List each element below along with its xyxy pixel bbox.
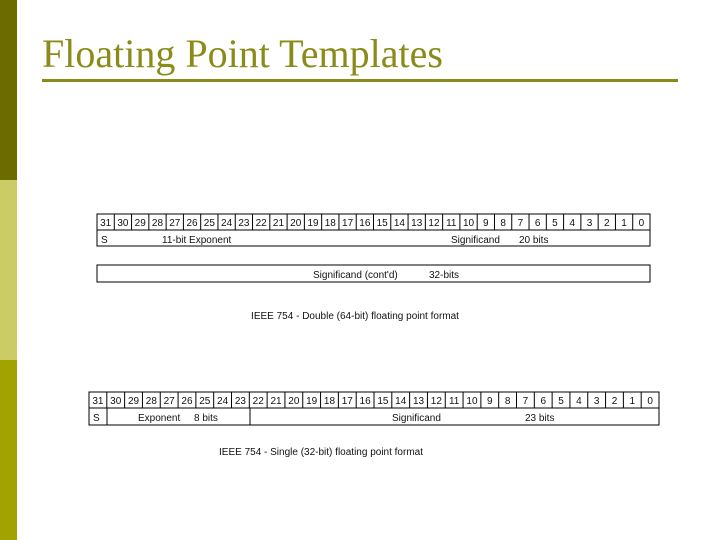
single-sign-label: S	[93, 413, 100, 424]
single-exponent-label: Exponent	[138, 413, 181, 424]
single-bit-number: 24	[217, 396, 229, 407]
double-bit-number: 19	[307, 218, 319, 229]
single-bit-number: 10	[466, 396, 478, 407]
single-bit-number: 3	[593, 396, 600, 407]
single-bit-number: 9	[487, 396, 493, 407]
double-bit-number: 30	[117, 218, 129, 229]
single-bit-number: 7	[522, 396, 529, 407]
single-bit-number: 23	[234, 396, 246, 407]
double-bit-number: 7	[517, 218, 524, 229]
double-bit-number: 8	[500, 218, 506, 229]
double-bit-number: 1	[621, 218, 627, 229]
double-bit-number: 25	[203, 218, 215, 229]
single-bit-number: 16	[359, 396, 371, 407]
double-bit-number: 29	[134, 218, 146, 229]
single-significand-bits-label: 23 bits	[525, 413, 555, 424]
single-exponent-bits-label: 8 bits	[194, 413, 218, 424]
double-bit-number: 27	[169, 218, 181, 229]
double-format-row2	[97, 265, 650, 282]
double-bit-number: 15	[376, 218, 388, 229]
double-bit-number: 11	[446, 218, 457, 229]
double-bit-number: 17	[342, 218, 354, 229]
single-format-caption: IEEE 754 - Single (32-bit) floating point format	[219, 447, 423, 458]
single-bit-number: 21	[270, 396, 282, 407]
single-bit-number: 31	[92, 396, 104, 407]
single-bit-number: 13	[412, 396, 425, 407]
single-bit-number: 26	[181, 396, 193, 407]
single-bit-number: 5	[558, 396, 564, 407]
slide-title: Floating Point Templates	[42, 31, 443, 76]
double-bit-number: 2	[604, 218, 610, 229]
double-bit-number: 5	[552, 218, 558, 229]
single-bit-number: 18	[323, 396, 336, 407]
single-bit-number: 12	[430, 396, 442, 407]
double-bit-number: 23	[238, 218, 250, 229]
double-bit-number: 22	[255, 218, 267, 229]
double-bit-number: 21	[272, 218, 285, 229]
double-bit-number: 3	[586, 218, 593, 229]
double-bit-number: 20	[290, 218, 302, 229]
single-bit-number: 28	[145, 396, 157, 407]
single-bit-number: 2	[611, 396, 618, 407]
single-bit-number: 27	[163, 396, 175, 407]
single-bit-number: 17	[341, 396, 353, 407]
double-format-caption: IEEE 754 - Double (64-bit) floating point format	[251, 311, 459, 322]
double-sign-label: S	[101, 235, 108, 246]
single-bit-number: 20	[288, 396, 300, 407]
double-significand-label: Significand	[451, 235, 500, 246]
double-bit-number: 28	[151, 218, 164, 229]
double-bit-number: 12	[428, 218, 440, 229]
double-significand-cont-label: Significand (cont'd)	[313, 270, 398, 281]
single-bit-number: 29	[127, 396, 140, 407]
double-bit-number: 26	[186, 218, 198, 229]
double-bit-number: 18	[324, 218, 336, 229]
single-bit-number: 8	[504, 396, 511, 407]
single-bit-number: 19	[306, 396, 318, 407]
single-bit-number: 6	[540, 396, 546, 407]
double-significand-bits-label: 20 bits	[519, 235, 549, 246]
single-bit-number: 30	[110, 396, 122, 407]
single-bit-number: 1	[629, 396, 636, 407]
single-bit-number: 22	[252, 396, 264, 407]
double-bit-number: 31	[100, 218, 112, 229]
single-format-row	[89, 392, 659, 425]
single-significand-label: Significand	[392, 413, 441, 424]
single-bit-number: 11	[448, 396, 460, 407]
double-bit-number: 16	[359, 218, 371, 229]
double-bit-number: 0	[638, 218, 645, 229]
double-bit-number: 4	[569, 218, 576, 229]
double-bit-number: 10	[462, 218, 475, 229]
double-bit-number: 9	[483, 218, 489, 229]
single-bit-number: 4	[576, 396, 582, 407]
single-bit-number: 14	[395, 396, 407, 407]
single-bit-number: 25	[199, 396, 211, 407]
double-bit-number: 24	[221, 218, 233, 229]
double-bit-number: 6	[534, 218, 541, 229]
single-bit-number: 0	[647, 396, 653, 407]
double-bit-number: 14	[393, 218, 405, 229]
double-significand-cont-bits-label: 32-bits	[429, 270, 460, 281]
double-bit-numbers	[100, 218, 645, 229]
double-format-row1	[97, 214, 650, 246]
double-bit-number: 13	[411, 218, 423, 229]
single-bit-number: 15	[377, 396, 389, 407]
single-bit-numbers	[92, 396, 653, 407]
double-exponent-label: 11-bit Exponent	[162, 235, 232, 246]
